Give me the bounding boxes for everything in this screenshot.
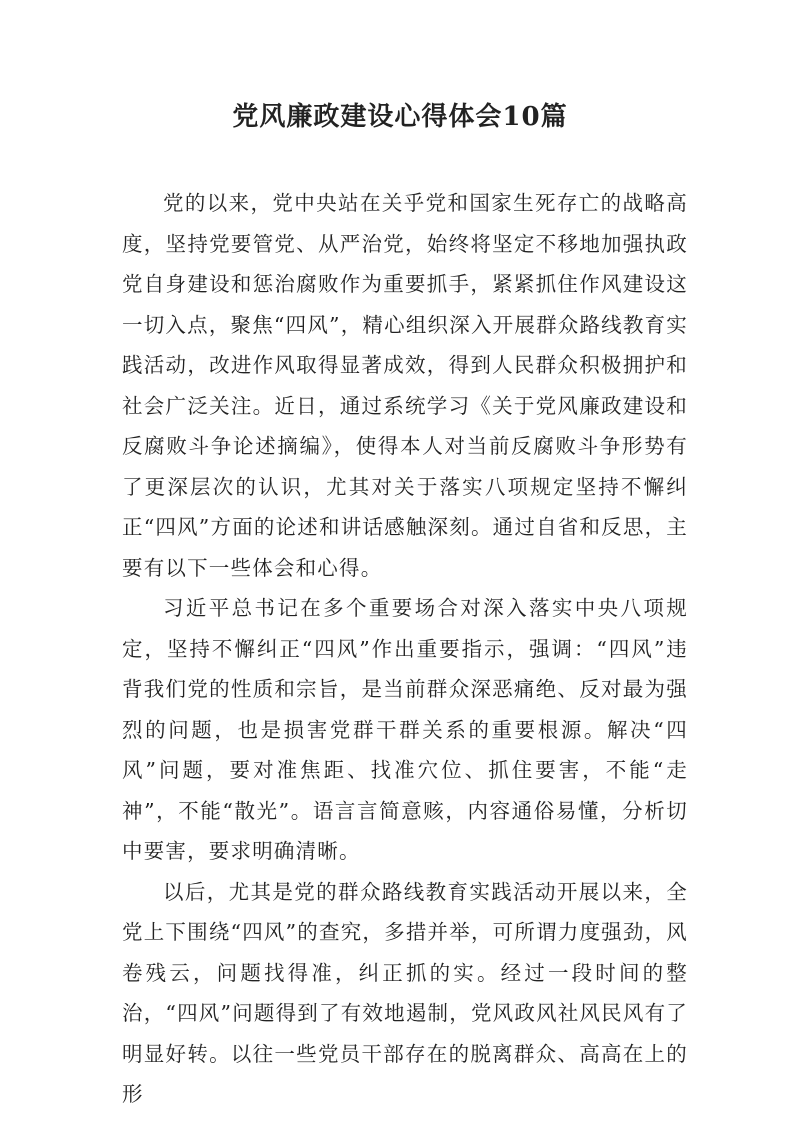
paragraph-2: 习近平总书记在多个重要场合对深入落实中央八项规定，坚持不懈纠正“四风”作出重要指示，强调：“四风”违背我们党的性质和宗旨，是当前群众深恶痛绝、反对最为强烈的问题，也是损害党群干群关系的重要根源。解决“四风”问题，要对准焦距、找准穴位、抓住要害，不能“走神”，不能“散光”。语言言简意赅，内容通俗易懂，分析切中要害，要求明确清晰。 [122,596,688,863]
paragraph-1: 党的以来，党中央站在关乎党和国家生死存亡的战略高度，坚持党要管党、从严治党，始终将坚定不移地加强执政党自身建设和惩治腐败作为重要抓手，紧紧抓住作风建设这一切入点，聚焦“四风”，精心组织深入开展群众路线教育实践活动，改进作风取得显著成效，得到人民群众积极拥护和社会广泛关注。近日，通过系统学习《关于党风廉政建设和反腐败斗争论述摘编》，使得本人对当前反腐败斗争形势有了更深层次的认识，尤其对关于落实八项规定坚持不懈纠正“四风”方面的论述和讲话感触深刻。通过自省和反思，主要有以下一些体会和心得。 [122,191,688,580]
paragraph-3: 以后，尤其是党的群众路线教育实践活动开展以来，全党上下围绕“四风”的查究，多措并举，可所谓力度强劲，风卷残云，问题找得准，纠正抓的实。经过一段时间的整治，“四风”问题得到了有效地遏制，党风政风社风民风有了明显好转。以往一些党员干部存在的脱离群众、高高在上的形 [122,879,688,1106]
document-title: 党风廉政建设心得体会10篇 [232,102,568,132]
document-body [122,183,688,1115]
